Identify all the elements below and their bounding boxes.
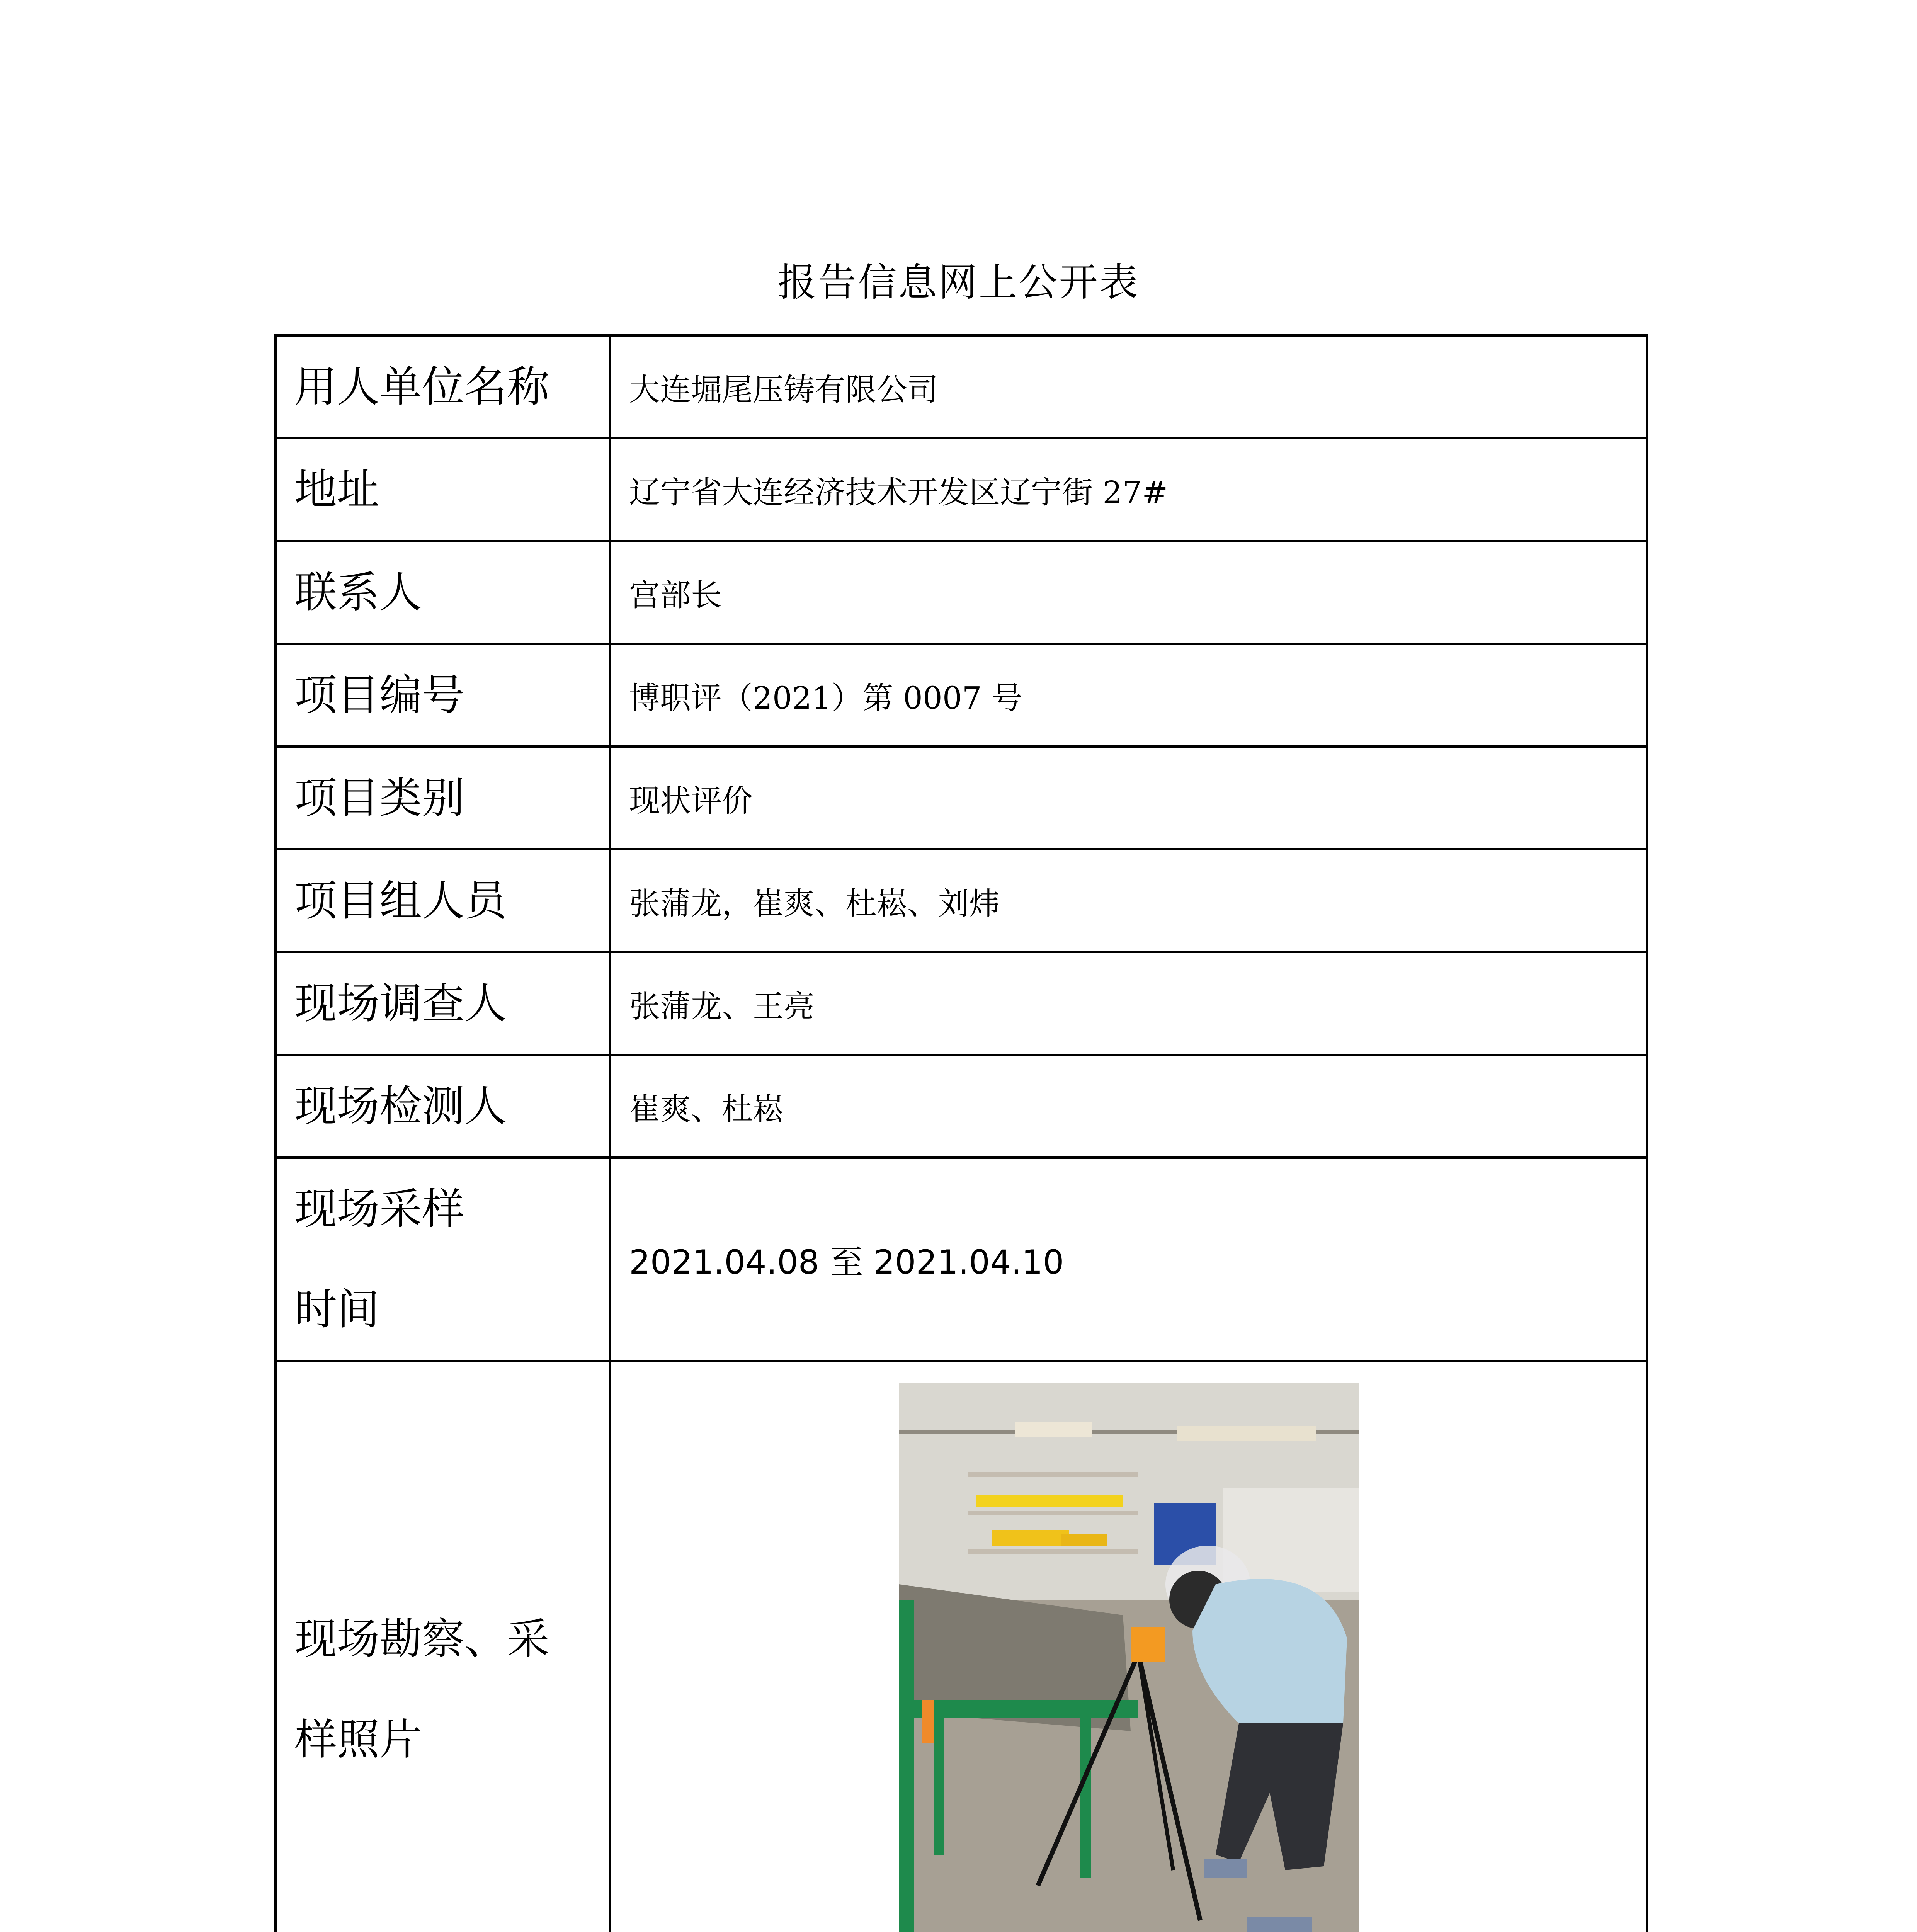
table-row	[276, 1158, 1647, 1361]
page-title: 报告信息网上公开表	[777, 260, 1140, 305]
row-value-employer: 大连堀尾压铸有限公司	[610, 335, 1647, 438]
table-row	[276, 644, 1647, 747]
row-label-project-category: 项目类别	[276, 747, 610, 849]
row-label-photo	[276, 1361, 610, 1932]
row-label-site-tester: 现场检测人	[276, 1055, 610, 1158]
table-row	[276, 1055, 1647, 1158]
row-value-project-category: 现状评价	[610, 747, 1647, 849]
row-value-site-tester: 崔爽、杜崧	[610, 1055, 1647, 1158]
table-row	[276, 952, 1647, 1055]
row-value-photo	[610, 1361, 1647, 1932]
row-value-team-members: 张蒲龙，崔爽、杜崧、刘炜	[610, 849, 1647, 952]
row-label-address: 地址	[276, 438, 610, 541]
table-row	[276, 438, 1647, 541]
table-row	[276, 335, 1647, 438]
row-value-address: 辽宁省大连经济技术开发区辽宁街 27#	[610, 438, 1647, 541]
sampling-label-line1: 现场采样	[294, 1184, 464, 1234]
row-value-site-investigator: 张蒲龙、王亮	[610, 952, 1647, 1055]
row-label-project-number: 项目编号	[276, 644, 610, 747]
row-label-contact: 联系人	[276, 541, 610, 644]
row-value-sampling-time: 2021.04.08 至 2021.04.10	[610, 1158, 1647, 1361]
sampling-label-line2: 时间	[294, 1285, 379, 1334]
table-row	[276, 541, 1647, 644]
row-label-sampling-time	[276, 1158, 610, 1361]
table-row	[276, 747, 1647, 849]
row-label-site-investigator: 现场调查人	[276, 952, 610, 1055]
row-value-project-number: 博职评（2021）第 0007 号	[610, 644, 1647, 747]
table-row	[276, 1361, 1647, 1932]
info-table	[274, 334, 1648, 1932]
table-row	[276, 849, 1647, 952]
photo-label-line2: 样照片	[294, 1715, 422, 1764]
site-photo-illustration	[899, 1383, 1359, 1932]
site-sampling-photo	[899, 1383, 1359, 1932]
row-label-employer: 用人单位名称	[276, 335, 610, 438]
photo-label-line1: 现场勘察、采	[294, 1614, 549, 1664]
row-value-contact: 宫部长	[610, 541, 1647, 644]
row-label-team-members: 项目组人员	[276, 849, 610, 952]
